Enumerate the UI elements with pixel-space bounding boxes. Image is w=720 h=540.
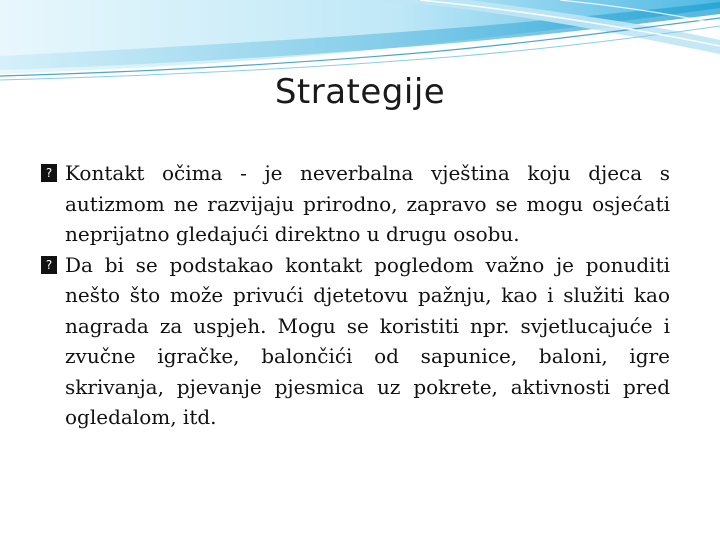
svg-text:?: ? [45,257,53,272]
bullet-list [40,158,670,433]
bullet-item-eye-contact [40,158,670,250]
missing-glyph-icon [40,163,58,183]
bullet-item-encourage-eye-contact [40,250,670,433]
bullet-text: Kontakt očima - je neverbalna vještina koju djeca s autizmom ne razvijaju prirodno, zapravo se mogu osjećati neprijatno gledajući direktno u drugu osobu. [65,161,670,246]
bullet-text: Da bi se podstakao kontakt pogledom važno je ponuditi nešto što može privući djetetovu pažnju, kao i služiti kao nagrada za uspjeh. Mogu se koristiti npr. svjetlucajuće i zvučne igračke, balončići od sapunice, baloni, igre skrivanja, pjevanje pjesmica uz pokrete, aktivnosti pred ogledalom, itd. [65,252,670,429]
missing-glyph-icon [40,255,58,275]
svg-text:?: ? [45,166,53,180]
slide-title: Strategije [274,72,446,112]
